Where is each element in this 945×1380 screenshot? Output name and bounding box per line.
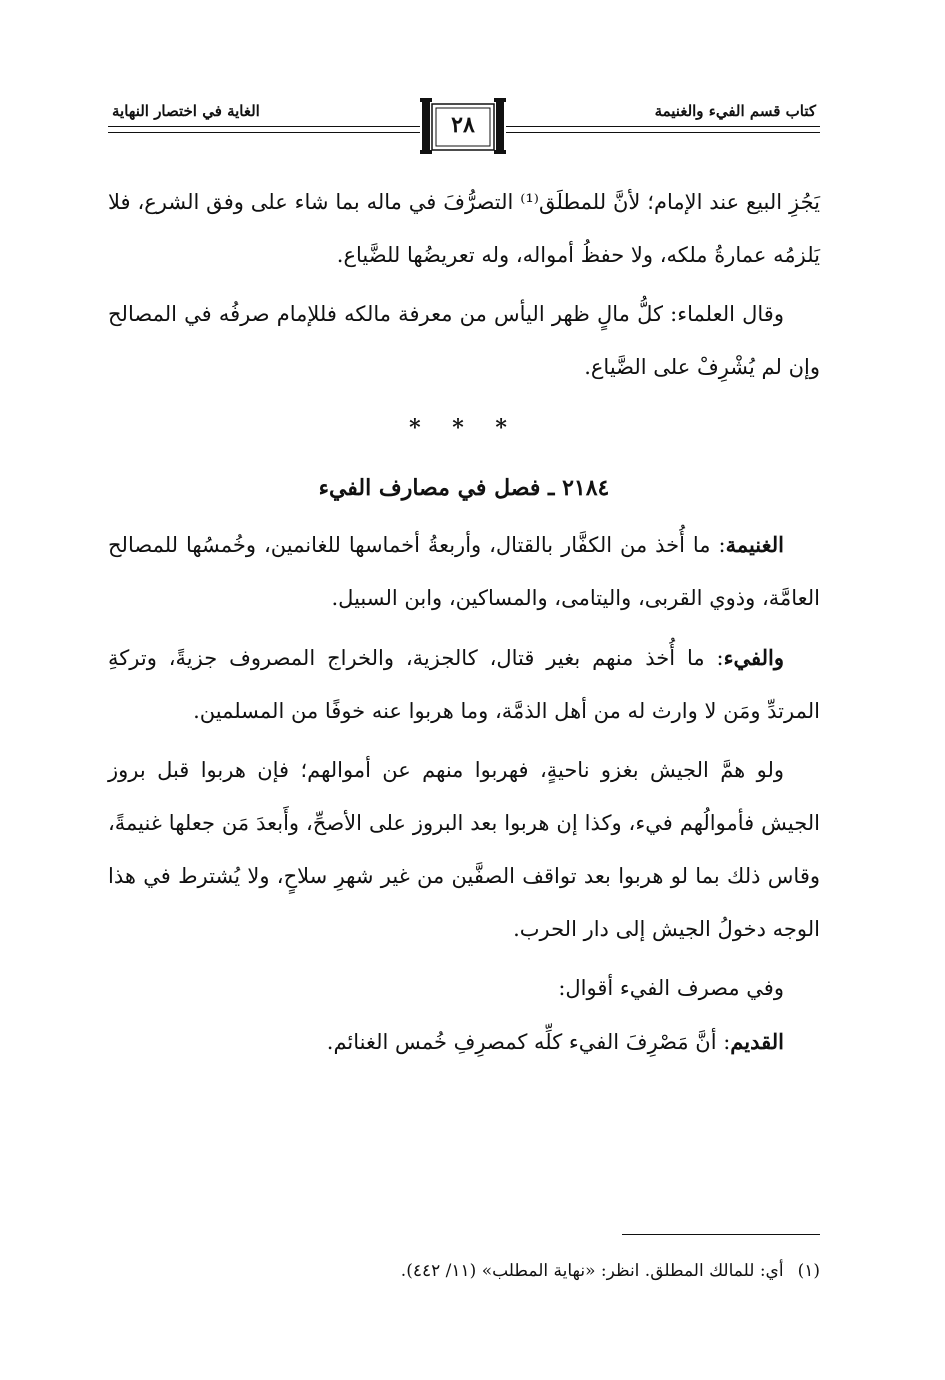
header-chapter-title: كتاب قسم الفيء والغنيمة	[654, 102, 816, 120]
running-header	[108, 96, 820, 158]
paragraph-old-view	[108, 1015, 820, 1069]
footnote-number: (١)	[797, 1261, 820, 1281]
definition-qadim: : أنَّ مَصْرِفَ الفيء كلِّه كمصرِفِ خُمس الغنائم.	[326, 1030, 731, 1054]
paragraph-ghanima	[108, 518, 820, 625]
paragraph-views: وفي مصرف الفيء أقوال:	[558, 976, 784, 1000]
footnote	[108, 1257, 820, 1285]
section-heading: ٢١٨٤ ـ فصل في مصارف الفيء	[318, 475, 610, 501]
paragraph-2: وقال العلماء: كلُّ مالٍ ظهر اليأس من معرفة مالكه فللإمام صرفُه في المصالح وإن لم يُشْرِفْ على الضَّياع.	[108, 302, 820, 379]
definition-ghanima: : ما أُخذ من الكفَّار بالقتال، وأربعةُ أخماسها للغانمين، وخُمسُها للمصالح العامَّة، وذوي القربى، واليتامى، والمساكين، وابن السبيل.	[108, 533, 820, 610]
footnote-text: أي: للمالك المطلق. انظر: «نهاية المطلب» (١١/ ٤٤٢).	[400, 1261, 784, 1281]
term-fay: والفيء	[723, 645, 784, 670]
page-number-frame	[420, 98, 506, 154]
paragraph-army: ولو همَّ الجيش بغزو ناحيةٍ، فهربوا منهم عن أموالهم؛ فإن هربوا قبل بروز الجيش فأموالُهم فيء، وكذا إن هربوا بعد البروز على الأصحِّ، وأَبعدَ مَن جعلها غنيمةً، وقاس ذلك بما لو هربوا بعد تواقف الصفَّين من غير شهرِ سلاحٍ، ولا يُشترط في هذا الوجه دخولُ الجيش إلى دار الحرب.	[108, 758, 820, 941]
page-number: ٢٨	[451, 112, 475, 138]
term-ghanima: الغنيمة	[725, 532, 784, 557]
definition-fay: : ما أُخذ منهم بغير قتال، كالجزية، والخراج المصروف جزيةً، وتركةِ المرتدِّ ومَن لا وارث له من أهل الذمَّة، وما هربوا عنه خوفًا من المسلمين.	[108, 646, 820, 723]
section-separator: * * *	[409, 415, 519, 441]
paragraph-1: يَجُزِ البيع عند الإمام؛ لأنَّ للمطلَق⁽¹⁾ التصرُّفَ في ماله بما شاء على وفق الشرع، فلا يَلزمُه عمارةُ ملكه، ولا حفظُ أمواله، وله تعريضُها للضَّياع.	[108, 190, 820, 267]
main-text	[108, 176, 820, 1075]
paragraph-fay	[108, 631, 820, 738]
header-book-title: الغاية في اختصار النهاية	[112, 102, 260, 120]
term-qadim: القديم	[730, 1029, 784, 1054]
footnote-separator	[622, 1234, 820, 1235]
